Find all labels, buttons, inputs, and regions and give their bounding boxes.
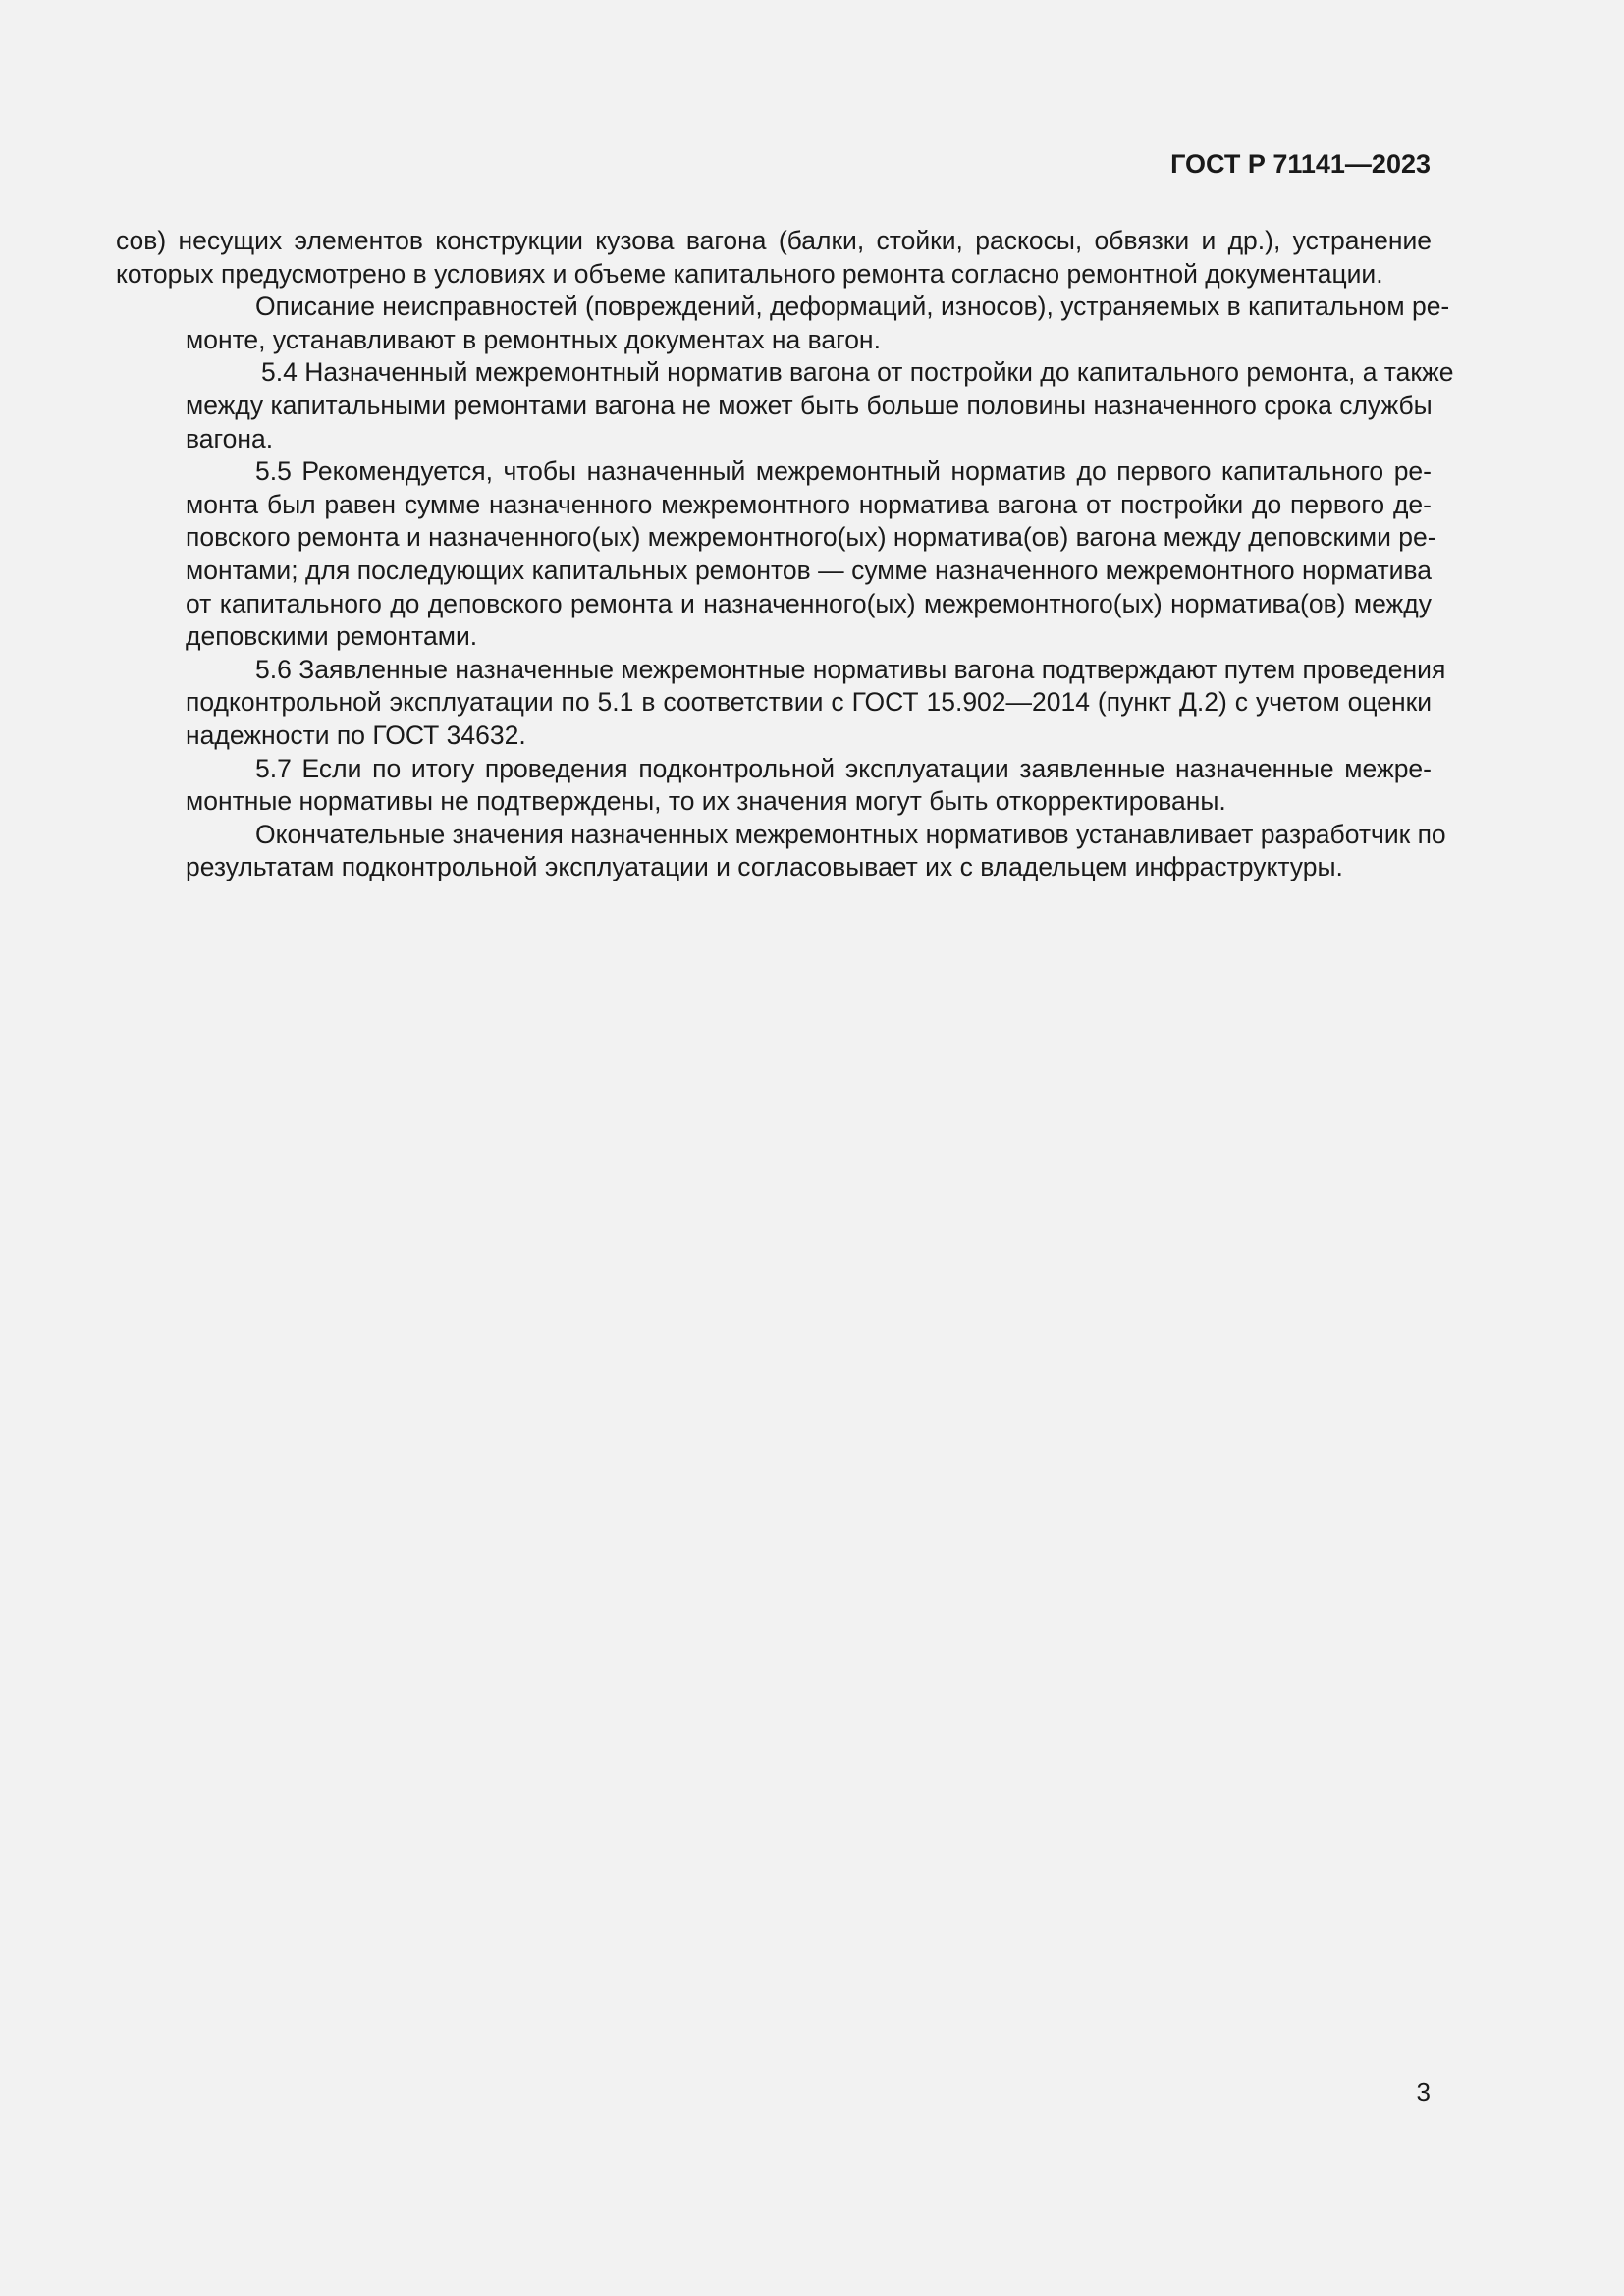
text-line: деповскими ремонтами.: [186, 621, 478, 652]
text-line: 5.7 Если по итогу проведения подконтрольной эксплуатации заявленные назначенные межре-: [255, 753, 1432, 783]
text-line: Окончательные значения назначенных межремонтных нормативов устанавливает разработчик по: [255, 819, 1446, 849]
text-line: 5.5 Рекомендуется, чтобы назначенный межремонтный норматив до первого капитального ре-: [255, 456, 1432, 487]
text-line: повского ремонта и назначенного(ых) межремонтного(ых) норматива(ов) вагона между деповскими ре-: [186, 522, 1436, 553]
text-line: сов) несущих элементов конструкции кузова вагона (балки, стойки, раскосы, обвязки и др.), устранение: [116, 226, 1432, 255]
paragraph-clause-5-7: [116, 753, 1432, 819]
text-line: вагона.: [186, 423, 274, 454]
text-line: надежности по ГОСТ 34632.: [186, 720, 526, 750]
text-line: Описание неисправностей (повреждений, деформаций, износов), устраняемых в капитальном ре-: [255, 292, 1450, 322]
text-line: от капитального до деповского ремонта и назначенного(ых) межремонтного(ых) норматива(ов) между: [186, 588, 1432, 618]
paragraph-continuation: [116, 225, 1432, 291]
paragraph-clause-5-5: [116, 455, 1436, 654]
paragraph-clause-5-6: [116, 654, 1446, 753]
page-number: 3: [1416, 2077, 1431, 2107]
standard-id: ГОСТ Р 71141—2023: [1170, 149, 1431, 179]
text-line: монтами; для последующих капитальных ремонтов — сумме назначенного межремонтного норматива: [186, 555, 1432, 585]
paragraph-clause-5-4: [116, 356, 1454, 455]
text-line: результатам подконтрольной эксплуатации и согласовывает их с владельцем инфраструктуры.: [186, 852, 1343, 882]
text-line: монте, устанавливают в ремонтных документах на вагон.: [186, 324, 881, 354]
text-line: между капитальными ремонтами вагона не может быть больше половины назначенного срока службы: [186, 390, 1433, 420]
text-line: монтные нормативы не подтверждены, то их значения могут быть откорректированы.: [186, 786, 1226, 817]
document-body: [116, 225, 1454, 884]
text-line: 5.6 Заявленные назначенные межремонтные нормативы вагона подтверждают путем проведения: [255, 654, 1446, 684]
paragraph-defects-description: [116, 291, 1450, 356]
text-line: 5.4 Назначенный межремонтный норматив вагона от постройки до капитального ремонта, а также: [261, 357, 1454, 388]
document-header: [1170, 147, 1431, 181]
text-line: подконтрольной эксплуатации по 5.1 в соответствии с ГОСТ 15.902—2014 (пункт Д.2) с учетом оценки: [186, 687, 1432, 718]
text-line: которых предусмотрено в условиях и объеме капитального ремонта согласно ремонтной документации.: [116, 258, 1383, 289]
paragraph-final-values: [116, 819, 1446, 884]
text-line: монта был равен сумме назначенного межремонтного норматива вагона от постройки до первого де-: [186, 489, 1432, 519]
